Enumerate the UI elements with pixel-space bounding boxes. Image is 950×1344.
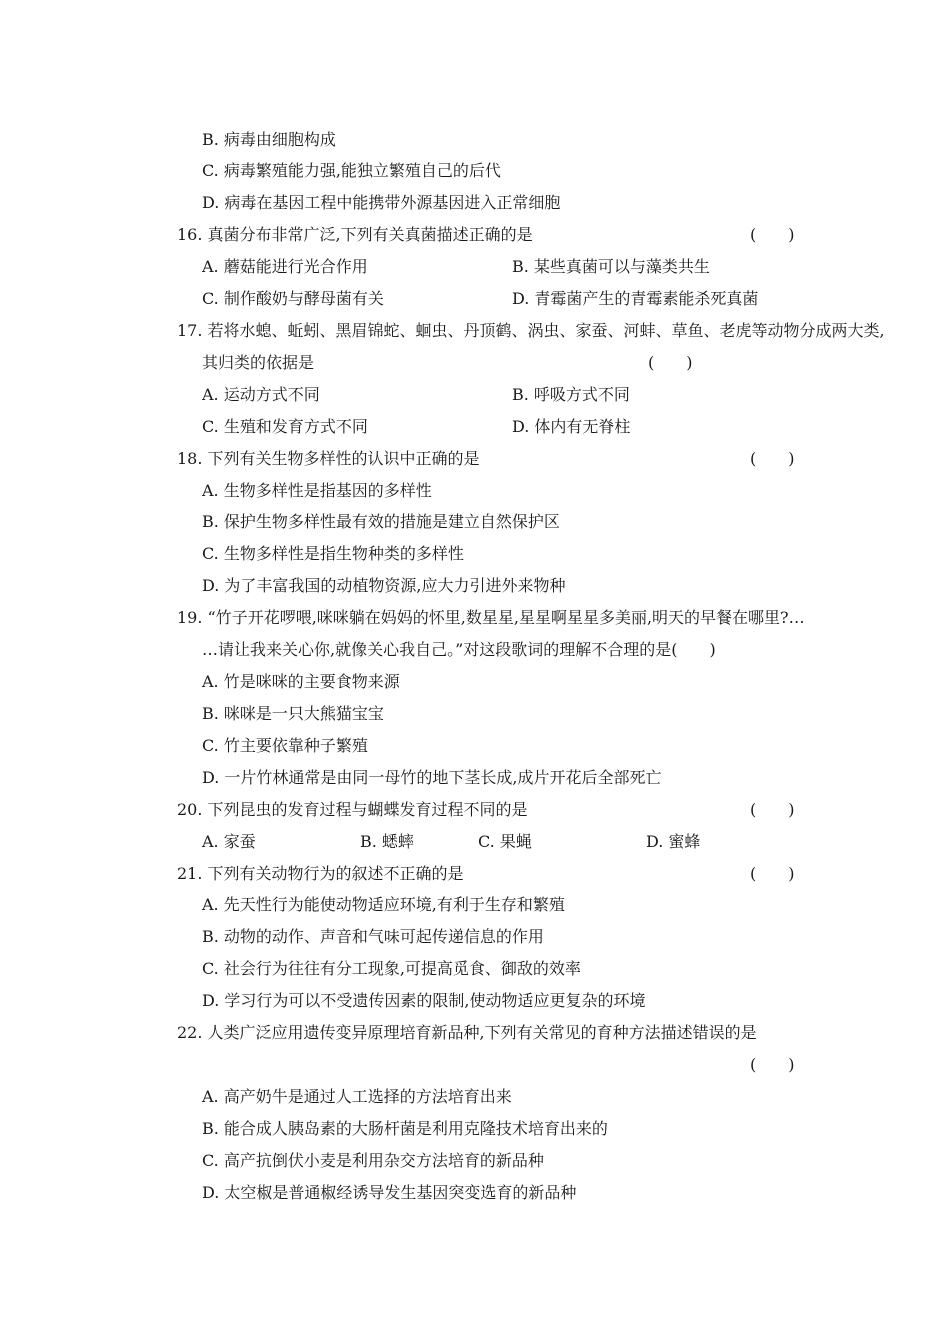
q19-option-c: C. 竹主要依靠种子繁殖 <box>202 736 368 755</box>
q20-answer-paren: ( ) <box>750 800 795 819</box>
q20-option-d: D. 蜜蜂 <box>646 832 701 851</box>
q21-stem: 21. 下列有关动物行为的叙述不正确的是 <box>177 864 464 883</box>
q18-option-c: C. 生物多样性是指生物种类的多样性 <box>202 544 464 563</box>
q19-option-d: D. 一片竹林通常是由同一母竹的地下茎长成,成片开花后全部死亡 <box>202 768 662 787</box>
q16-stem: 16. 真菌分布非常广泛,下列有关真菌描述正确的是 <box>177 225 533 244</box>
q20-option-b: B. 蟋蟀 <box>360 832 414 851</box>
q16-answer-paren: ( ) <box>750 225 795 244</box>
q16-option-c: C. 制作酸奶与酵母菌有关 <box>202 289 384 308</box>
q17-option-a: A. 运动方式不同 <box>202 385 320 404</box>
q21-option-c: C. 社会行为往往有分工现象,可提高觅食、御敌的效率 <box>202 959 581 978</box>
q17-option-d: D. 体内有无脊柱 <box>512 417 631 436</box>
q21-answer-paren: ( ) <box>750 864 795 883</box>
q17-option-b: B. 呼吸方式不同 <box>512 385 630 404</box>
q16-option-b: B. 某些真菌可以与藻类共生 <box>512 257 710 276</box>
q18-option-a: A. 生物多样性是指基因的多样性 <box>202 481 432 500</box>
q18-option-b: B. 保护生物多样性最有效的措施是建立自然保护区 <box>202 512 560 531</box>
q17-option-c: C. 生殖和发育方式不同 <box>202 417 368 436</box>
q22-option-d: D. 太空椒是普通椒经诱导发生基因突变选育的新品种 <box>202 1183 577 1202</box>
q18-answer-paren: ( ) <box>750 449 795 468</box>
q19-stem-line2: …请让我来关心你,就像关心我自己。”对这段歌词的理解不合理的是( ) <box>202 640 716 659</box>
q18-stem: 18. 下列有关生物多样性的认识中正确的是 <box>177 449 480 468</box>
q22-option-c: C. 高产抗倒伏小麦是利用杂交方法培育的新品种 <box>202 1151 544 1170</box>
q19-option-b: B. 咪咪是一只大熊猫宝宝 <box>202 704 384 723</box>
q15-option-c: C. 病毒繁殖能力强,能独立繁殖自己的后代 <box>202 161 501 180</box>
q17-answer-paren: ( ) <box>648 353 693 372</box>
q17-stem-line2: 其归类的依据是 <box>202 353 315 372</box>
q22-option-b: B. 能合成人胰岛素的大肠杆菌是利用克隆技术培育出来的 <box>202 1119 608 1138</box>
q16-option-d: D. 青霉菌产生的青霉素能杀死真菌 <box>512 289 759 308</box>
q15-option-b: B. 病毒由细胞构成 <box>202 130 336 149</box>
q21-option-a: A. 先天性行为能使动物适应环境,有利于生存和繁殖 <box>202 895 565 914</box>
q15-option-d: D. 病毒在基因工程中能携带外源基因进入正常细胞 <box>202 193 561 212</box>
q20-option-c: C. 果蝇 <box>478 832 532 851</box>
q19-option-a: A. 竹是咪咪的主要食物来源 <box>202 672 400 691</box>
q16-option-a: A. 蘑菇能进行光合作用 <box>202 257 368 276</box>
q17-stem-line1: 17. 若将水螅、蚯蚓、黑眉锦蛇、蛔虫、丹顶鹤、涡虫、家蚕、河蚌、草鱼、老虎等动物分成两大类, <box>177 321 885 340</box>
q21-option-d: D. 学习行为可以不受遗传因素的限制,使动物适应更复杂的环境 <box>202 991 646 1010</box>
q20-option-a: A. 家蚕 <box>202 832 256 851</box>
q22-option-a: A. 高产奶牛是通过人工选择的方法培育出来 <box>202 1087 512 1106</box>
q22-stem: 22. 人类广泛应用遗传变异原理培育新品种,下列有关常见的育种方法描述错误的是 <box>177 1023 757 1042</box>
q18-option-d: D. 为了丰富我国的动植物资源,应大力引进外来物种 <box>202 576 566 595</box>
q21-option-b: B. 动物的动作、声音和气味可起传递信息的作用 <box>202 927 544 946</box>
q22-answer-paren: ( ) <box>750 1055 795 1074</box>
q20-stem: 20. 下列昆虫的发育过程与蝴蝶发育过程不同的是 <box>177 800 528 819</box>
q19-stem-line1: 19. “竹子开花啰喂,咪咪躺在妈妈的怀里,数星星,星星啊星星多美丽,明天的早餐在哪里?… <box>177 608 805 627</box>
